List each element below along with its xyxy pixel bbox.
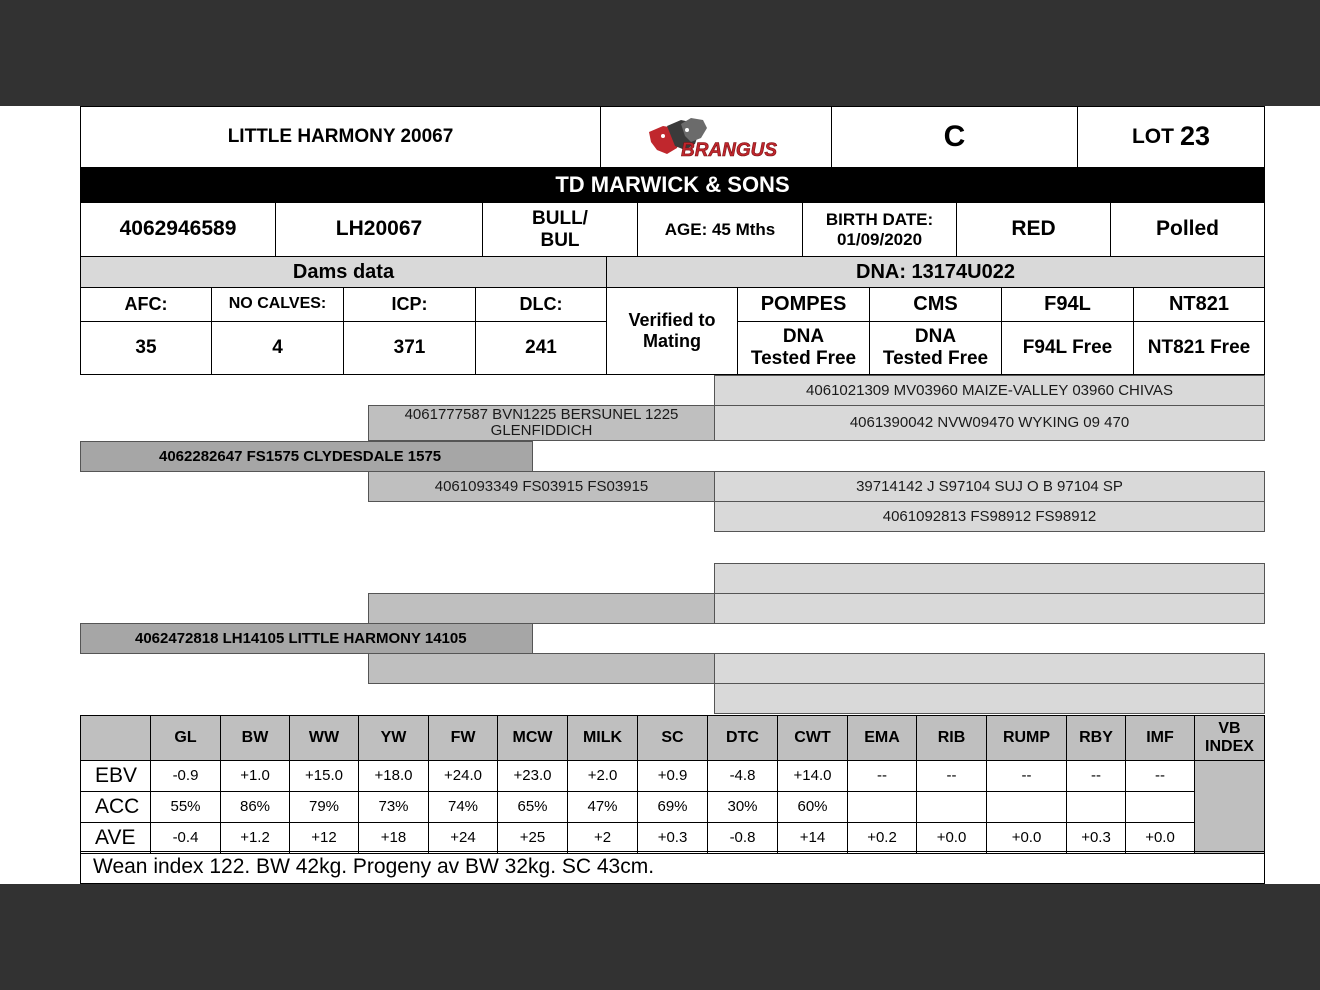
ebv-vb-index-value: [1194, 760, 1265, 854]
birth-date: 01/09/2020: [836, 229, 923, 249]
ebv-cell-acc-rib: [916, 791, 987, 823]
ebv-cell-ave-mcw: +25: [497, 822, 568, 854]
ebv-header-ww: WW: [289, 715, 359, 761]
ebv-row-label-ave: AVE: [80, 822, 151, 854]
ebv-header-sc: SC: [637, 715, 708, 761]
registration-number: 4062946589: [80, 202, 276, 257]
pedigree-dam-sire-sire: [714, 563, 1265, 594]
verified-line2: Mating: [643, 331, 701, 351]
ebv-cell-ave-milk: +2: [567, 822, 638, 854]
sex-line2: BUL: [540, 229, 580, 251]
animal-name: LITTLE HARMONY 20067: [80, 106, 601, 168]
pedigree-dam: 4062472818 LH14105 LITTLE HARMONY 14105: [80, 623, 533, 654]
pedigree-sire-sire-dam: 4061390042 NVW09470 WYKING 09 470: [714, 405, 1265, 441]
pedigree-dam-dam-dam: [714, 683, 1265, 714]
pedigree-sire-dam-dam: 4061092813 FS98912 FS98912: [714, 501, 1265, 532]
pedigree-dam-sire: [368, 593, 715, 624]
ebv-header-mcw: MCW: [497, 715, 568, 761]
dna-test-pompes-result: [737, 321, 870, 375]
pedigree-dam-dam-sire: [714, 653, 1265, 684]
ebv-cell-acc-rby: [1066, 791, 1126, 823]
lot-box: [1077, 106, 1265, 168]
ebv-cell-ave-imf: +0.0: [1125, 822, 1195, 854]
dams-header-afc: AFC:: [80, 287, 212, 322]
pedigree-dam-dam: [368, 653, 715, 684]
dna-test-nt821-result: NT821 Free: [1133, 321, 1265, 375]
dams-value-icp: 371: [343, 321, 476, 375]
ebv-cell-acc-gl: 55%: [150, 791, 221, 823]
ebv-cell-ebv-mcw: +23.0: [497, 760, 568, 792]
ebv-cell-ebv-sc: +0.9: [637, 760, 708, 792]
vb-index-vb-line2: INDEX: [1205, 738, 1254, 755]
ebv-header-milk: MILK: [567, 715, 638, 761]
ebv-cell-ebv-rump: --: [986, 760, 1067, 792]
horn-status: Polled: [1110, 202, 1265, 257]
ebv-cell-ebv-imf: --: [1125, 760, 1195, 792]
vb-index-vb-line1: VB: [1218, 719, 1241, 737]
breeder-name: TD MARWICK & SONS: [80, 168, 1265, 202]
ebv-cell-ave-fw: +24: [428, 822, 498, 854]
ebv-cell-ave-dtc: -0.8: [707, 822, 778, 854]
ebv-cell-ebv-dtc: -4.8: [707, 760, 778, 792]
ident-code: LH20067: [275, 202, 483, 257]
ebv-cell-ebv-gl: -0.9: [150, 760, 221, 792]
dams-value-calves: 4: [211, 321, 344, 375]
pompes-result-line2: Tested Free: [750, 348, 857, 369]
ebv-cell-acc-imf: [1125, 791, 1195, 823]
pedigree-sire-dam: 4061093349 FS03915 FS03915: [368, 471, 715, 502]
ebv-row-label-acc: ACC: [80, 791, 151, 823]
ebv-header-rump: RUMP: [986, 715, 1067, 761]
ebv-cell-acc-bw: 86%: [220, 791, 290, 823]
pedigree-sire: 4062282647 FS1575 CLYDESDALE 1575: [80, 441, 533, 472]
lot-number: 23: [1179, 121, 1211, 152]
ebv-cell-ave-rby: +0.3: [1066, 822, 1126, 854]
birth-date-label: BIRTH DATE:: [825, 209, 934, 229]
verified-line1: Verified to: [628, 310, 716, 331]
dna-test-nt821-name: NT821: [1133, 287, 1265, 322]
ebv-cell-ave-bw: +1.2: [220, 822, 290, 854]
cms-result-line1: DNA: [914, 326, 957, 348]
ebv-cell-ebv-ema: --: [847, 760, 917, 792]
ebv-header-bw: BW: [220, 715, 290, 761]
grade: C: [831, 106, 1078, 168]
svg-text:BRANGUS: BRANGUS: [681, 140, 778, 160]
ebv-cell-acc-dtc: 30%: [707, 791, 778, 823]
sex-line1: BULL/: [532, 207, 588, 229]
dams-header-icp: ICP:: [343, 287, 476, 322]
ebv-cell-acc-ema: [847, 791, 917, 823]
ebv-cell-ebv-cwt: +14.0: [777, 760, 848, 792]
ebv-cell-ave-rib: +0.0: [916, 822, 987, 854]
ebv-cell-ave-yw: +18: [358, 822, 429, 854]
ebv-cell-acc-mcw: 65%: [497, 791, 568, 823]
birth-date-cell: [802, 202, 957, 257]
ebv-header-cwt: CWT: [777, 715, 848, 761]
cms-result-line2: Tested Free: [882, 348, 989, 369]
ebv-cell-ave-cwt: +14: [777, 822, 848, 854]
ebv-header-rby: RBY: [1066, 715, 1126, 761]
ebv-cell-ebv-milk: +2.0: [567, 760, 638, 792]
ebv-cell-ave-ema: +0.2: [847, 822, 917, 854]
ebv-cell-ave-ww: +12: [289, 822, 359, 854]
ebv-cell-ave-gl: -0.4: [150, 822, 221, 854]
ebv-header-fw: FW: [428, 715, 498, 761]
age: AGE: 45 Mths: [637, 202, 803, 257]
dams-title: Dams data: [80, 256, 607, 288]
dna-title: DNA: 13174U022: [606, 256, 1265, 288]
dams-value-afc: 35: [80, 321, 212, 375]
dna-test-cms-result: [869, 321, 1002, 375]
dna-test-f94l-result: F94L Free: [1001, 321, 1134, 375]
ebv-cell-acc-sc: 69%: [637, 791, 708, 823]
ebv-corner: [80, 715, 151, 761]
ebv-cell-acc-rump: [986, 791, 1067, 823]
cattle-heads-icon: [641, 114, 791, 160]
ebv-cell-ave-sc: +0.3: [637, 822, 708, 854]
pedigree-sire-sire: 4061777587 BVN1225 BERSUNEL 1225 GLENFIDDICH: [368, 405, 715, 441]
comments: Wean index 122. BW 42kg. Progeny av BW 32kg. SC 43cm.: [80, 851, 1265, 884]
ebv-cell-acc-milk: 47%: [567, 791, 638, 823]
ebv-header-gl: GL: [150, 715, 221, 761]
pompes-result-line1: DNA: [782, 326, 825, 348]
ebv-header-dtc: DTC: [707, 715, 778, 761]
verified-to-mating: [606, 287, 738, 375]
brangus-logo: [600, 106, 832, 168]
dams-header-calves: NO CALVES:: [211, 287, 344, 322]
pedigree-sire-dam-sire: 39714142 J S97104 SUJ O B 97104 SP: [714, 471, 1265, 502]
colour: RED: [956, 202, 1111, 257]
sex-cell: [482, 202, 638, 257]
ebv-cell-acc-ww: 79%: [289, 791, 359, 823]
ebv-cell-ebv-rib: --: [916, 760, 987, 792]
ebv-cell-ebv-fw: +24.0: [428, 760, 498, 792]
dna-test-cms-name: CMS: [869, 287, 1002, 322]
ebv-cell-ebv-yw: +18.0: [358, 760, 429, 792]
ebv-cell-ave-rump: +0.0: [986, 822, 1067, 854]
ebv-header-yw: YW: [358, 715, 429, 761]
ebv-cell-ebv-bw: +1.0: [220, 760, 290, 792]
dna-test-f94l-name: F94L: [1001, 287, 1134, 322]
dams-value-dlc: 241: [475, 321, 607, 375]
ebv-header-ema: EMA: [847, 715, 917, 761]
ebv-cell-ebv-rby: --: [1066, 760, 1126, 792]
ebv-cell-acc-yw: 73%: [358, 791, 429, 823]
ebv-header-vb-index: [1194, 715, 1265, 761]
ebv-cell-acc-fw: 74%: [428, 791, 498, 823]
ebv-row-label-ebv: EBV: [80, 760, 151, 792]
ebv-cell-acc-cwt: 60%: [777, 791, 848, 823]
ebv-header-rib: RIB: [916, 715, 987, 761]
lot-card: [0, 106, 1320, 884]
dna-test-pompes-name: POMPES: [737, 287, 870, 322]
pedigree-sire-sire-sire: 4061021309 MV03960 MAIZE-VALLEY 03960 CHIVAS: [714, 375, 1265, 406]
lot-label: LOT: [1131, 124, 1174, 148]
pedigree-dam-sire-dam: [714, 593, 1265, 624]
ebv-cell-ebv-ww: +15.0: [289, 760, 359, 792]
ebv-header-imf: IMF: [1125, 715, 1195, 761]
dams-header-dlc: DLC:: [475, 287, 607, 322]
